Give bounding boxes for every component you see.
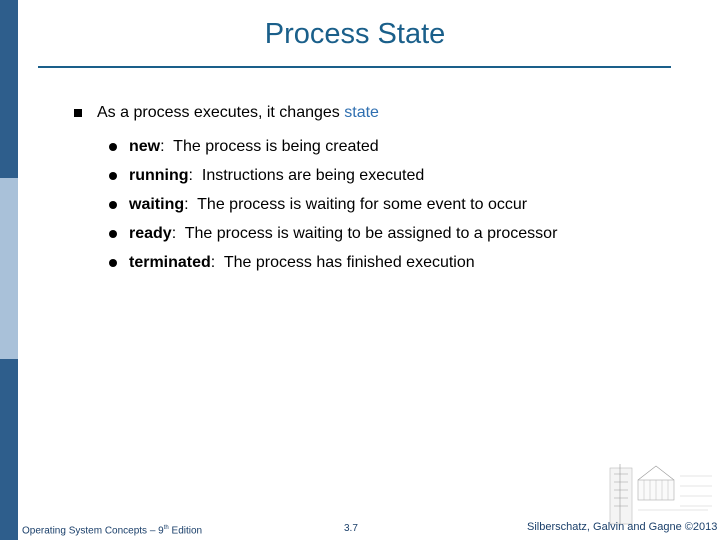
sidebar-stripe — [0, 0, 18, 540]
square-bullet-icon — [74, 109, 82, 117]
state-desc: : Instructions are being executed — [188, 166, 425, 184]
intro-text: As a process executes, it changes — [97, 104, 345, 121]
state-desc: : The process is waiting to be assigned to a processor — [171, 224, 558, 242]
list-item — [109, 219, 557, 248]
round-bullet-icon — [109, 230, 117, 238]
page-number: 3.7 — [344, 523, 358, 534]
footer-edition-sup: th — [163, 525, 169, 531]
round-bullet-icon — [109, 259, 117, 267]
state-term: ready — [129, 224, 172, 242]
state-term: waiting — [129, 195, 185, 213]
slide-title: Process State — [264, 18, 446, 50]
footer-book-text: Operating System Concepts – 9 — [22, 525, 164, 537]
list-item — [109, 190, 557, 219]
intro-bullet — [74, 104, 379, 122]
state-term: terminated — [129, 253, 211, 271]
footer-copyright: Silberschatz, Galvin and Gagne ©2013 — [527, 521, 718, 533]
book-logo-icon — [608, 458, 716, 528]
list-item — [109, 132, 557, 161]
list-item — [109, 161, 557, 190]
state-term: new — [129, 137, 161, 155]
intro-highlight: state — [344, 104, 379, 121]
footer-book-title — [22, 525, 202, 536]
round-bullet-icon — [109, 172, 117, 180]
sidebar-segment-dark — [0, 359, 18, 540]
state-list — [109, 132, 557, 277]
title-divider — [38, 66, 671, 68]
state-term: running — [129, 166, 189, 184]
state-desc: : The process is being created — [160, 137, 379, 155]
sidebar-segment-light — [0, 178, 18, 359]
state-desc: : The process is waiting for some event to occur — [184, 195, 528, 213]
footer-edition-text: Edition — [168, 525, 203, 537]
sidebar-segment-dark — [0, 0, 18, 178]
round-bullet-icon — [109, 201, 117, 209]
state-desc: : The process has finished execution — [210, 253, 475, 271]
round-bullet-icon — [109, 143, 117, 151]
list-item — [109, 248, 557, 277]
